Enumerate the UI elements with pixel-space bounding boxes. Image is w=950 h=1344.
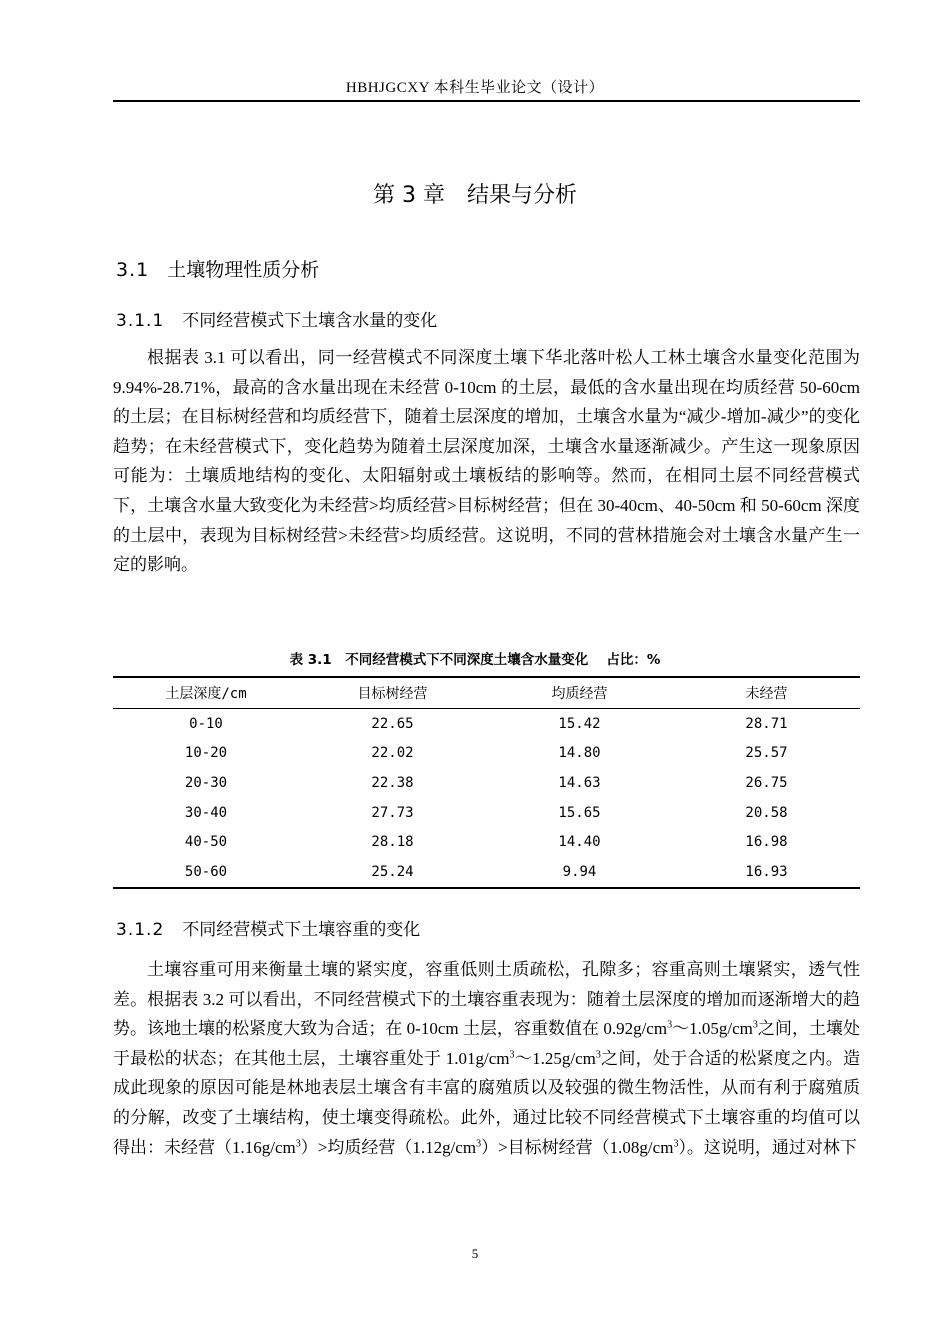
table-cell: 22.02 (371, 745, 414, 762)
header-rule (113, 100, 860, 102)
superscript: 3 (673, 1137, 679, 1149)
text-run: 之间，处于合适的松紧度之内。造成此现象的原因可能是林地表层土壤含有丰富的腐殖质以及较强的微生物活性，从而有利于腐殖质的分解，改变了土壤结构，使土壤变得疏松。此外，通过比较不同经营模式下土壤容重的均值可以得出：未经营（1.16g/cm (113, 1048, 860, 1157)
table-cell: 16.93 (673, 857, 860, 888)
table-cell: 22.65 (371, 715, 414, 732)
table-cell: 30-40 (184, 804, 228, 821)
text-run: ）>均质经营（1.12g/cm (300, 1137, 477, 1157)
table-row (113, 798, 860, 828)
superscript: 3 (595, 1049, 601, 1061)
paragraph-bulk-density (113, 955, 860, 1162)
running-header: HBHJGCXY 本科生毕业论文（设计） (345, 80, 605, 96)
section-number: 3.1 (116, 259, 150, 281)
table-cell: 14.63 (558, 774, 601, 791)
section-heading-3-1 (116, 255, 319, 282)
chapter-title: 第 3 章 结果与分析 (373, 183, 577, 208)
superscript: 3 (476, 1137, 482, 1149)
column-header: 均质经营 (486, 677, 673, 709)
page-number: 5 (471, 1246, 479, 1261)
table-cell: 28.18 (371, 834, 414, 851)
text-run: ）。这说明，通过对林下 (678, 1137, 857, 1157)
subsection-heading-3-1-1 (116, 306, 437, 331)
table-cell: 14.40 (558, 834, 601, 851)
table-cell: 20-30 (184, 774, 228, 791)
table-cell: 22.38 (371, 774, 414, 791)
section-title: 土壤物理性质分析 (167, 259, 320, 281)
table-cell: 25.57 (745, 745, 788, 762)
subsection-number: 3.1.1 (116, 311, 165, 331)
subsection-heading-3-1-2 (116, 915, 420, 940)
table-caption: 表 3.1 不同经营模式下不同深度土壤含水量变化 占比：% (289, 652, 661, 668)
table-cell: 0-10 (189, 715, 223, 732)
paragraph-moisture: 根据表 3.1 可以看出，同一经营模式不同深度土壤下华北落叶松人工林土壤含水量变化范围为 9.94%-28.71%，最高的含水量出现在未经营 0-10cm 的土层，最低的含水量出现在均质经营 50-60cm 的土层；在目标树经营和均质经营下，随着土层深度的增加，土壤含水量为“减少-增加-减少”的变化趋势；在未经营模式下，变化趋势为随着土层深度加深，土壤含水量逐渐减少。产生这一现象原因可能为：土壤质地结构的变化、太阳辐射或土壤板结的影响等。然而，在相同土层不同经营模式下，土壤含水量大致变化为未经营>均质经营>目标树经营；但在 30-40cm、40-50cm 和 50-60cm 深度的土层中，表现为目标树经营>未经营>均质经营。这说明，不同的营林措施会对土壤含水量产生一定的影响。 (113, 348, 860, 575)
table-row (113, 739, 860, 769)
text-run: 土壤容重可用来衡量土壤的紧实度，容重低则土质疏松，孔隙多；容重高则土壤紧实，透气性差。根据表 3.2 可以看出，不同经营模式下的土壤容重表现为：随着土层深度的增加而逐渐增大的趋势。该地土壤的松紧度大致为合适；在 0-10cm 土层，容重数值在 0.92g/cm (113, 960, 860, 1039)
table-cell: 15.42 (558, 715, 601, 732)
text-run: ～1.05g/cm (672, 1019, 753, 1039)
table-cell: 40-50 (184, 834, 228, 851)
table-row (113, 768, 860, 798)
text-run: ）>目标树经营（1.08g/cm (481, 1137, 674, 1157)
table-row (113, 709, 860, 739)
subsection-title: 不同经营模式下土壤含水量的变化 (182, 311, 438, 331)
table-cell: 26.75 (745, 774, 788, 791)
column-header: 土层深度/cm (113, 677, 299, 709)
superscript: 3 (752, 1019, 758, 1031)
superscript: 3 (509, 1049, 515, 1061)
subsection-number: 3.1.2 (116, 920, 165, 940)
table-cell: 16.98 (745, 834, 788, 851)
column-header: 未经营 (673, 677, 860, 709)
superscript: 3 (295, 1137, 301, 1149)
superscript: 3 (667, 1019, 673, 1031)
table-cell: 9.94 (486, 857, 673, 888)
table-cell: 14.80 (558, 745, 601, 762)
table-header-row (113, 677, 860, 709)
table-cell: 25.24 (299, 857, 486, 888)
table-row (113, 857, 860, 888)
table-cell: 10-20 (184, 745, 228, 762)
table-row (113, 827, 860, 857)
moisture-table (113, 676, 860, 889)
table-cell: 28.71 (745, 715, 788, 732)
text-run: 之间，土壤处于最松的状态；在其他土层，土壤容重处于 1.01g/cm (113, 1019, 861, 1068)
column-header: 目标树经营 (299, 677, 486, 709)
table-cell: 15.65 (558, 804, 601, 821)
table-cell: 20.58 (745, 804, 788, 821)
table-cell: 50-60 (113, 857, 299, 888)
subsection-title: 不同经营模式下土壤容重的变化 (182, 920, 421, 940)
table-cell: 27.73 (371, 804, 414, 821)
text-run: ～1.25g/cm (514, 1048, 596, 1068)
